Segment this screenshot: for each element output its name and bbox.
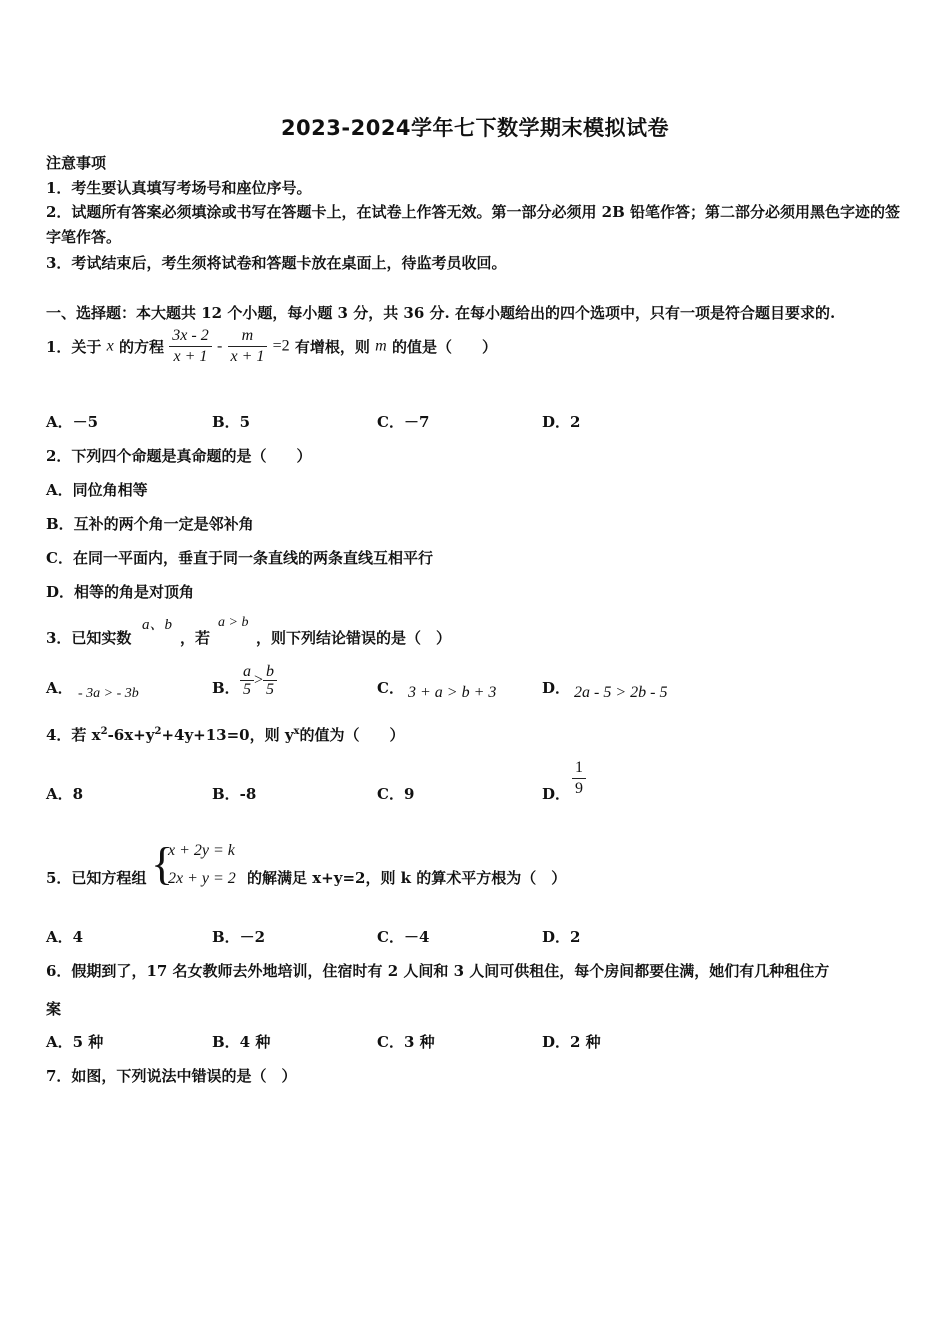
q5-option-c: C．－4 (377, 928, 430, 946)
q5-suffix: 的解满足 x+y=2，则 k 的算术平方根为（ ） (247, 869, 567, 887)
q5-option-a: A．4 (46, 928, 84, 946)
q4-option-d-label: D． (542, 785, 571, 803)
notice-heading: 注意事项 (46, 154, 107, 172)
q1-fraction-1 (169, 326, 211, 367)
q4-sup-3: x (293, 726, 300, 737)
q3-option-d: 2a - 5 > 2b - 5 (574, 684, 668, 701)
q1-option-d: D．2 (542, 413, 581, 431)
q1-frac1-numerator: 3x - 2 (169, 326, 211, 347)
q3-b-fraction-2 (263, 663, 277, 698)
q6-option-d: D．2 种 (542, 1033, 601, 1051)
q1-option-b: B．5 (212, 413, 251, 431)
q3-b-frac1-num: a (240, 663, 254, 681)
q4-sup-2: 2 (154, 726, 162, 737)
q4-sup-1: 2 (100, 726, 108, 737)
q3-option-c: 3 + a > b + 3 (408, 684, 497, 701)
q3-b-fraction-1 (240, 663, 254, 698)
q1-frac2-numerator: m (228, 326, 268, 347)
question-3 (46, 627, 131, 648)
q1-option-c: C．－7 (377, 413, 430, 431)
question-2: 2．下列四个命题是真命题的是（ ） (46, 447, 312, 465)
q2-option-c: C．在同一平面内，垂直于同一条直线的两条直线互相平行 (46, 549, 433, 567)
q3-option-b-label: B． (212, 679, 240, 697)
q1-option-a: A．－5 (46, 413, 99, 431)
q6-option-c: C．3 种 (377, 1033, 435, 1051)
q2-option-a: A．同位角相等 (46, 481, 148, 499)
q4-option-a: A．8 (46, 785, 84, 803)
q3-b-frac1-den: 5 (243, 681, 251, 698)
question-1 (46, 326, 497, 372)
q2-option-d: D．相等的角是对顶角 (46, 583, 195, 601)
question-7: 7．如图，下列说法中错误的是（ ） (46, 1067, 297, 1085)
q4-option-c: C．9 (377, 785, 415, 803)
q4-prefix: 4．若 x (46, 726, 101, 744)
q3-option-a: - 3a > - 3b (78, 686, 139, 701)
q1-mid: 的方程 (119, 338, 165, 356)
q1-frac1-denominator: x + 1 (173, 348, 208, 365)
q1-var-x: x (106, 337, 114, 355)
q5-brace: { (151, 838, 174, 889)
q3-condition: a > b (218, 615, 249, 630)
q4-option-d (572, 758, 586, 799)
q1-fraction-2 (228, 326, 268, 367)
q3-b-frac2-num: b (263, 663, 277, 681)
q4-suffix: 的值为（ ） (299, 726, 405, 744)
q1-prefix: 1．关于 (46, 338, 102, 356)
q1-suffix-2: 的值是（ ） (391, 338, 497, 356)
q5-option-d: D．2 (542, 928, 581, 946)
q4-part-3: +4y+13=0，则 y (161, 726, 294, 744)
q5-equation-2: 2x + y = 2 (168, 870, 236, 887)
q6-option-a: A．5 种 (46, 1033, 104, 1051)
q3-option-d-label: D． (542, 679, 571, 697)
q3-option-c-label: C． (377, 679, 404, 697)
page-title: 2023-2024学年七下数学期末模拟试卷 (280, 116, 670, 140)
q3-prefix: 3．已知实数 (46, 629, 132, 647)
q3-b-gt: > (254, 671, 264, 689)
section-1-heading: 一、选择题：本大题共 12 个小题，每小题 3 分，共 36 分. 在每小题给出的四个选项中，只有一项是符合题目要求的. (46, 304, 836, 322)
question-6-line-1: 6．假期到了，17 名女教师去外地培训，住宿时有 2 人间和 3 人间可供租住，每个房间都要住满，她们有几种租住方 (46, 962, 830, 980)
q2-option-b: B．互补的两个角一定是邻补角 (46, 515, 254, 533)
q3-suffix: ，则下列结论错误的是（ ） (256, 629, 452, 647)
q3-vars: a、b (142, 617, 173, 633)
notice-item-2: 2．试题所有答案必须填涂或书写在答题卡上，在试卷上作答无效。第一部分必须用 2B 铅笔作答；第二部分必须用黑色字迹的签字笔作答。 (46, 203, 901, 246)
q1-var-m: m (375, 337, 387, 355)
q3-b-frac2-den: 5 (266, 681, 275, 698)
notice-item-3: 3．考试结束后，考生须将试卷和答题卡放在桌面上，待监考员收回。 (46, 254, 507, 272)
q6-option-b: B．4 种 (212, 1033, 271, 1051)
q1-minus: - (216, 337, 223, 355)
q4-d-num: 1 (572, 758, 586, 779)
question-4 (46, 724, 405, 745)
q4-d-den: 9 (575, 780, 583, 797)
q1-equals: =2 (272, 337, 290, 355)
notice-item-1: 1．考生要认真填写考场号和座位序号。 (46, 179, 312, 197)
q4-d-fraction (572, 758, 586, 799)
question-6-line-2: 案 (46, 1000, 62, 1018)
q5-equation-1: x + 2y = k (168, 842, 235, 859)
q5-option-b: B．－2 (212, 928, 266, 946)
q1-frac2-denominator: x + 1 (230, 348, 265, 365)
q4-part-2: -6x+y (107, 726, 155, 744)
q1-suffix-1: 有增根，则 (294, 338, 370, 356)
q3-option-a-label: A． (46, 679, 73, 697)
q3-mid: ，若 (180, 629, 211, 647)
q5-prefix: 5．已知方程组 (46, 869, 147, 887)
q4-option-b: B．-8 (212, 785, 257, 803)
q3-option-b (240, 663, 277, 698)
